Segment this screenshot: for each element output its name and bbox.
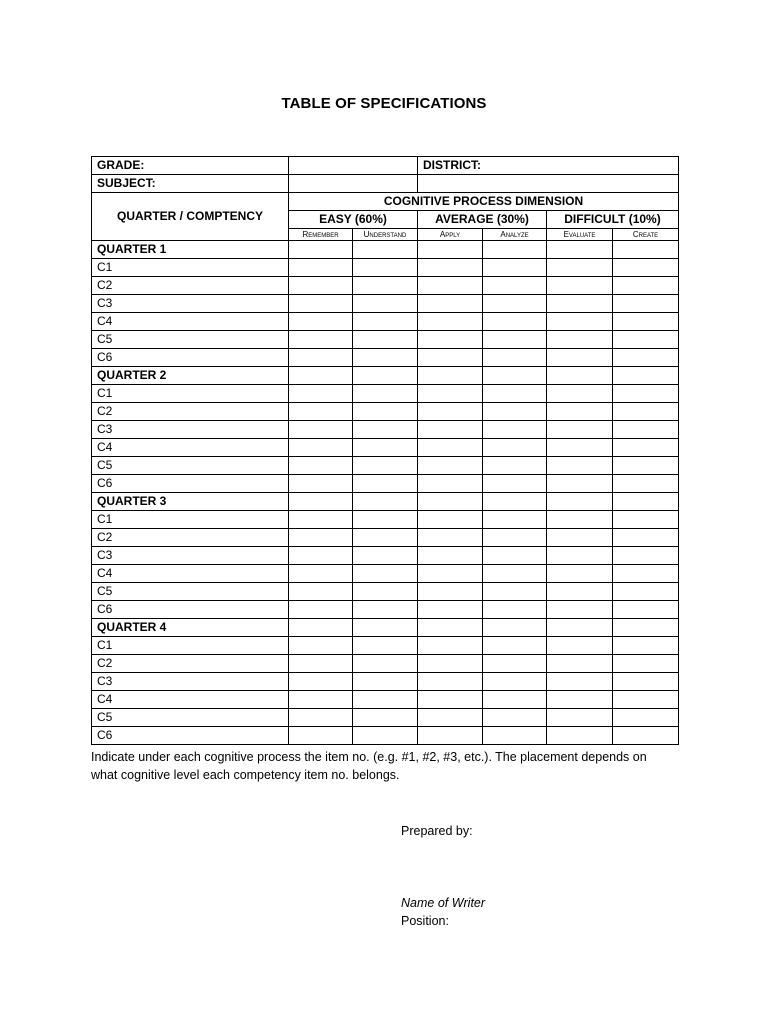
item-cell-analyze[interactable] [483,673,547,691]
item-cell-analyze[interactable] [483,403,547,421]
grade-field-cont[interactable] [383,157,418,175]
item-cell-evaluate[interactable] [547,457,613,475]
item-cell-apply[interactable] [418,241,483,259]
competency-label: C4 [92,439,289,457]
item-cell-evaluate[interactable] [547,439,613,457]
table-row [92,547,679,565]
item-cell-analyze[interactable] [483,367,547,385]
item-cell-remember[interactable] [289,367,353,385]
item-cell-understand[interactable] [353,421,418,439]
item-cell-understand[interactable] [353,673,418,691]
table-row [92,583,679,601]
item-cell-evaluate[interactable] [547,493,613,511]
item-cell-analyze[interactable] [483,439,547,457]
item-cell-remember[interactable] [289,241,353,259]
item-cell-apply[interactable] [418,457,483,475]
item-cell-apply[interactable] [418,583,483,601]
item-cell-evaluate[interactable] [547,367,613,385]
item-cell-apply[interactable] [418,709,483,727]
item-cell-analyze[interactable] [483,709,547,727]
level-evaluate: Evaluate [547,229,613,241]
item-cell-create[interactable] [613,673,679,691]
item-cell-create[interactable] [613,727,679,745]
quarter-row [92,493,679,511]
item-cell-create[interactable] [613,313,679,331]
item-cell-evaluate[interactable] [547,727,613,745]
item-cell-understand[interactable] [353,367,418,385]
competency-label: C5 [92,709,289,727]
quarter-competency-header: QUARTER / COMPTENCY [92,193,289,241]
item-cell-evaluate[interactable] [547,529,613,547]
competency-label: C6 [92,475,289,493]
item-cell-apply[interactable] [418,655,483,673]
writer-name: Name of Writer [401,896,486,910]
item-cell-remember[interactable] [289,709,353,727]
item-cell-analyze[interactable] [483,331,547,349]
item-cell-evaluate[interactable] [547,511,613,529]
item-cell-understand[interactable] [353,547,418,565]
table-row [92,457,679,475]
level-understand: Understand [353,229,418,241]
item-cell-evaluate[interactable] [547,421,613,439]
item-cell-understand[interactable] [353,457,418,475]
competency-label: C5 [92,457,289,475]
specifications-table [91,156,679,745]
item-cell-understand[interactable] [353,295,418,313]
item-cell-remember[interactable] [289,259,353,277]
instruction-note: Indicate under each cognitive process the item no. (e.g. #1, #2, #3, etc.). The placement depends on what cognitive level each competency item no. belongs. [91,750,647,782]
item-cell-understand[interactable] [353,601,418,619]
item-cell-analyze[interactable] [483,637,547,655]
table-row [92,277,679,295]
item-cell-understand[interactable] [353,727,418,745]
item-cell-apply[interactable] [418,547,483,565]
subject-field-cont[interactable] [383,175,418,193]
item-cell-remember[interactable] [289,439,353,457]
item-cell-create[interactable] [613,547,679,565]
quarter-label: QUARTER 3 [92,493,289,511]
item-cell-apply[interactable] [418,601,483,619]
item-cell-apply[interactable] [418,367,483,385]
item-cell-remember[interactable] [289,349,353,367]
item-cell-evaluate[interactable] [547,619,613,637]
table-row [92,439,679,457]
competency-label: C3 [92,421,289,439]
item-cell-evaluate[interactable] [547,709,613,727]
table-row [92,313,679,331]
item-cell-create[interactable] [613,493,679,511]
item-cell-apply[interactable] [418,277,483,295]
competency-label: C3 [92,547,289,565]
item-cell-evaluate[interactable] [547,277,613,295]
item-cell-understand[interactable] [353,511,418,529]
item-cell-understand[interactable] [353,331,418,349]
item-cell-remember[interactable] [289,673,353,691]
item-cell-create[interactable] [613,457,679,475]
item-cell-understand[interactable] [353,241,418,259]
item-cell-analyze[interactable] [483,313,547,331]
quarter-row [92,241,679,259]
item-cell-remember[interactable] [289,421,353,439]
item-cell-create[interactable] [613,439,679,457]
item-cell-understand[interactable] [353,709,418,727]
item-cell-create[interactable] [613,259,679,277]
item-cell-apply[interactable] [418,421,483,439]
item-cell-analyze[interactable] [483,349,547,367]
item-cell-create[interactable] [613,529,679,547]
item-cell-analyze[interactable] [483,727,547,745]
table-row [92,259,679,277]
district-field[interactable] [418,175,679,193]
item-cell-remember[interactable] [289,529,353,547]
item-cell-remember[interactable] [289,493,353,511]
page-title: TABLE OF SPECIFICATIONS [281,95,487,112]
prepared-by-label: Prepared by: [401,824,473,838]
item-cell-create[interactable] [613,385,679,403]
item-cell-remember[interactable] [289,565,353,583]
item-cell-apply[interactable] [418,637,483,655]
table-row [92,295,679,313]
table-row [92,637,679,655]
item-cell-analyze[interactable] [483,547,547,565]
competency-label: C2 [92,403,289,421]
competency-label: C3 [92,295,289,313]
table-row [92,601,679,619]
item-cell-analyze[interactable] [483,511,547,529]
item-cell-evaluate[interactable] [547,403,613,421]
writer-block [401,894,485,930]
item-cell-create[interactable] [613,709,679,727]
competency-label: C4 [92,565,289,583]
item-cell-remember[interactable] [289,457,353,475]
table-row [92,349,679,367]
item-cell-understand[interactable] [353,655,418,673]
item-cell-understand[interactable] [353,313,418,331]
item-cell-remember[interactable] [289,385,353,403]
item-cell-remember[interactable] [289,547,353,565]
item-cell-create[interactable] [613,619,679,637]
item-cell-apply[interactable] [418,493,483,511]
item-cell-apply[interactable] [418,691,483,709]
item-cell-create[interactable] [613,637,679,655]
item-cell-remember[interactable] [289,601,353,619]
item-cell-understand[interactable] [353,637,418,655]
item-cell-create[interactable] [613,691,679,709]
table-row [92,475,679,493]
item-cell-evaluate[interactable] [547,601,613,619]
item-cell-remember[interactable] [289,637,353,655]
item-cell-create[interactable] [613,601,679,619]
item-cell-analyze[interactable] [483,295,547,313]
table-row [92,529,679,547]
item-cell-analyze[interactable] [483,475,547,493]
quarter-label: QUARTER 4 [92,619,289,637]
table-row [92,331,679,349]
table-row [92,655,679,673]
item-cell-evaluate[interactable] [547,565,613,583]
item-cell-understand[interactable] [353,565,418,583]
competency-label: C2 [92,655,289,673]
item-cell-evaluate[interactable] [547,655,613,673]
item-cell-create[interactable] [613,655,679,673]
competency-label: C6 [92,349,289,367]
item-cell-analyze[interactable] [483,619,547,637]
grade-field[interactable] [289,157,383,175]
cognitive-dimension-header: COGNITIVE PROCESS DIMENSION [289,193,679,211]
district-label: DISTRICT: [418,157,679,175]
item-cell-evaluate[interactable] [547,241,613,259]
easy-header: EASY (60%) [289,211,418,229]
item-cell-analyze[interactable] [483,421,547,439]
item-cell-apply[interactable] [418,295,483,313]
item-cell-apply[interactable] [418,475,483,493]
competency-label: C2 [92,277,289,295]
average-header: AVERAGE (30%) [418,211,547,229]
item-cell-apply[interactable] [418,439,483,457]
item-cell-apply[interactable] [418,331,483,349]
item-cell-create[interactable] [613,475,679,493]
item-cell-apply[interactable] [418,727,483,745]
item-cell-evaluate[interactable] [547,349,613,367]
competency-label: C6 [92,727,289,745]
item-cell-create[interactable] [613,565,679,583]
item-cell-remember[interactable] [289,511,353,529]
item-cell-remember[interactable] [289,277,353,295]
table-row [92,673,679,691]
item-cell-apply[interactable] [418,259,483,277]
item-cell-apply[interactable] [418,673,483,691]
table-row [92,385,679,403]
item-cell-evaluate[interactable] [547,547,613,565]
competency-label: C2 [92,529,289,547]
item-cell-understand[interactable] [353,277,418,295]
item-cell-analyze[interactable] [483,259,547,277]
item-cell-evaluate[interactable] [547,295,613,313]
item-cell-evaluate[interactable] [547,313,613,331]
competency-label: C3 [92,673,289,691]
item-cell-understand[interactable] [353,403,418,421]
item-cell-remember[interactable] [289,619,353,637]
item-cell-understand[interactable] [353,583,418,601]
item-cell-remember[interactable] [289,691,353,709]
item-cell-remember[interactable] [289,403,353,421]
item-cell-analyze[interactable] [483,241,547,259]
item-cell-evaluate[interactable] [547,259,613,277]
item-cell-apply[interactable] [418,529,483,547]
item-cell-analyze[interactable] [483,457,547,475]
grade-label: GRADE: [92,157,289,175]
item-cell-create[interactable] [613,583,679,601]
competency-label: C1 [92,511,289,529]
competency-label: C1 [92,259,289,277]
table-row [92,403,679,421]
item-cell-remember[interactable] [289,655,353,673]
competency-label: C4 [92,691,289,709]
item-cell-create[interactable] [613,241,679,259]
table-row [92,421,679,439]
item-cell-analyze[interactable] [483,691,547,709]
item-cell-understand[interactable] [353,385,418,403]
item-cell-analyze[interactable] [483,493,547,511]
item-cell-apply[interactable] [418,511,483,529]
item-cell-understand[interactable] [353,259,418,277]
competency-label: C1 [92,385,289,403]
item-cell-understand[interactable] [353,619,418,637]
item-cell-remember[interactable] [289,583,353,601]
item-cell-create[interactable] [613,331,679,349]
item-cell-analyze[interactable] [483,277,547,295]
item-cell-apply[interactable] [418,313,483,331]
competency-label: C4 [92,313,289,331]
item-cell-analyze[interactable] [483,529,547,547]
item-cell-understand[interactable] [353,349,418,367]
item-cell-understand[interactable] [353,475,418,493]
quarter-label: QUARTER 1 [92,241,289,259]
item-cell-analyze[interactable] [483,583,547,601]
subject-field[interactable] [289,175,383,193]
item-cell-remember[interactable] [289,727,353,745]
level-create: Create [613,229,679,241]
item-cell-apply[interactable] [418,349,483,367]
quarter-row [92,367,679,385]
item-cell-remember[interactable] [289,331,353,349]
item-cell-apply[interactable] [418,403,483,421]
item-cell-evaluate[interactable] [547,331,613,349]
item-cell-apply[interactable] [418,619,483,637]
item-cell-evaluate[interactable] [547,385,613,403]
table-row [92,709,679,727]
table-row [92,691,679,709]
item-cell-evaluate[interactable] [547,475,613,493]
item-cell-create[interactable] [613,349,679,367]
item-cell-remember[interactable] [289,313,353,331]
competency-label: C6 [92,601,289,619]
item-cell-remember[interactable] [289,475,353,493]
difficult-header: DIFFICULT (10%) [547,211,679,229]
quarter-label: QUARTER 2 [92,367,289,385]
item-cell-analyze[interactable] [483,601,547,619]
item-cell-apply[interactable] [418,385,483,403]
item-cell-create[interactable] [613,277,679,295]
item-cell-evaluate[interactable] [547,583,613,601]
item-cell-evaluate[interactable] [547,691,613,709]
item-cell-analyze[interactable] [483,565,547,583]
item-cell-understand[interactable] [353,529,418,547]
level-remember: Remember [289,229,353,241]
item-cell-analyze[interactable] [483,655,547,673]
item-cell-create[interactable] [613,403,679,421]
table-row [92,727,679,745]
item-cell-evaluate[interactable] [547,637,613,655]
competency-label: C5 [92,583,289,601]
item-cell-understand[interactable] [353,439,418,457]
position-label: Position: [401,914,449,928]
item-cell-create[interactable] [613,367,679,385]
competency-label: C1 [92,637,289,655]
item-cell-evaluate[interactable] [547,673,613,691]
item-cell-understand[interactable] [353,691,418,709]
item-cell-analyze[interactable] [483,385,547,403]
subject-label: SUBJECT: [92,175,289,193]
item-cell-create[interactable] [613,295,679,313]
table-row [92,511,679,529]
item-cell-understand[interactable] [353,493,418,511]
quarter-row [92,619,679,637]
level-analyze: Analyze [483,229,547,241]
competency-label: C5 [92,331,289,349]
item-cell-create[interactable] [613,421,679,439]
item-cell-apply[interactable] [418,565,483,583]
item-cell-create[interactable] [613,511,679,529]
item-cell-remember[interactable] [289,295,353,313]
table-row [92,565,679,583]
level-apply: Apply [418,229,483,241]
